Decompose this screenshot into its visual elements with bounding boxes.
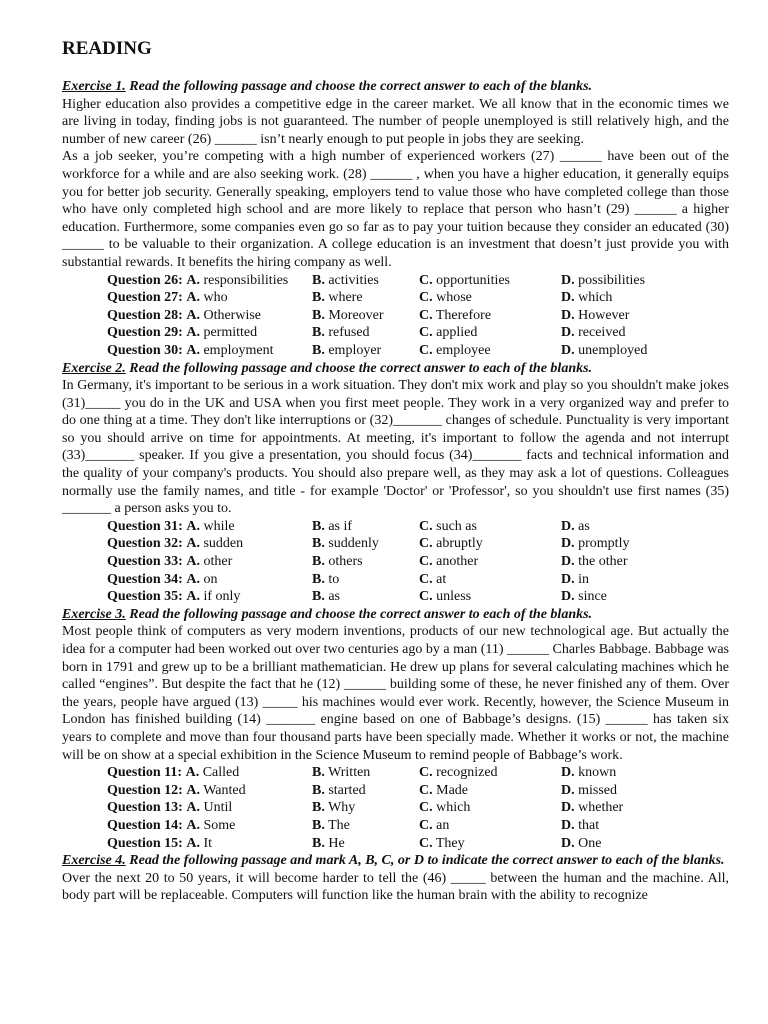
option-text: The bbox=[328, 817, 350, 833]
exercise-label: Exercise 3. bbox=[62, 606, 126, 622]
option-letter: D. bbox=[561, 835, 575, 851]
option-letter: A. bbox=[186, 518, 200, 534]
exercise-4 bbox=[62, 852, 729, 905]
option-text: Why bbox=[328, 800, 356, 816]
option-text: to bbox=[328, 571, 340, 587]
option-text: known bbox=[578, 765, 617, 781]
question-number: Question 29: bbox=[107, 325, 183, 341]
option-text: Wanted bbox=[203, 782, 246, 798]
exercise-heading bbox=[62, 78, 729, 96]
question-number: Question 35: bbox=[107, 589, 183, 605]
option-d bbox=[561, 289, 701, 307]
option-b bbox=[312, 835, 419, 853]
option-text: such as bbox=[436, 518, 477, 534]
option-b bbox=[312, 342, 419, 360]
question-row bbox=[107, 324, 729, 342]
option-letter: A. bbox=[186, 536, 200, 552]
option-text: sudden bbox=[203, 536, 244, 552]
option-d bbox=[561, 272, 701, 290]
option-text: possibilities bbox=[578, 272, 646, 288]
option-text: Made bbox=[436, 782, 469, 798]
option-text: who bbox=[203, 290, 228, 306]
question-number: Question 32: bbox=[107, 536, 183, 552]
option-a bbox=[107, 817, 312, 835]
option-text: Until bbox=[203, 800, 233, 816]
option-letter: D. bbox=[561, 571, 575, 587]
option-d bbox=[561, 817, 701, 835]
option-c bbox=[419, 553, 561, 571]
option-b bbox=[312, 272, 419, 290]
option-letter: A. bbox=[186, 342, 200, 358]
option-text: recognized bbox=[436, 765, 498, 781]
option-c bbox=[419, 535, 561, 553]
exercise-instruction: Read the following passage and choose the correct answer to each of the blanks. bbox=[129, 360, 593, 376]
option-letter: C. bbox=[419, 554, 433, 570]
option-letter: B. bbox=[312, 817, 325, 833]
question-row bbox=[107, 342, 729, 360]
option-letter: A. bbox=[186, 325, 200, 341]
option-letter: A. bbox=[186, 554, 200, 570]
option-letter: D. bbox=[561, 782, 575, 798]
option-letter: C. bbox=[419, 325, 433, 341]
question-number: Question 26: bbox=[107, 272, 183, 288]
passage-paragraph: Most people think of computers as very modern inventions, products of our new technological age. But actually the idea for a computer had been worked out over two centuries ago by a man (11) ______ Charles Babbage. Babbage was born in 1791 and grew up to be a brilliant mathematician. He drew up plans for several calculating machines which he called “engines”. But despite the fact that he (12) ______ building some of these, he never finished any of them. Over the years, people have argued (13) _____ his machines would ever work. Recently, however, the Science Museum in London has finished building (14) _______ engine based on one of Babbage’s designs. (15) ______ has taken six years to complete and move than four thousand parts have been specially made. Whether it works or not, the machine will be on show at a special exhibition in the Science Museum to remind people of Babbage’s work. bbox=[62, 624, 729, 763]
option-letter: B. bbox=[312, 765, 325, 781]
option-letter: B. bbox=[312, 536, 325, 552]
option-letter: C. bbox=[419, 571, 433, 587]
option-letter: A. bbox=[185, 765, 200, 781]
option-a bbox=[107, 518, 312, 536]
option-c bbox=[419, 289, 561, 307]
exercise-1 bbox=[62, 78, 729, 360]
question-number: Question 31: bbox=[107, 518, 183, 534]
option-letter: D. bbox=[561, 589, 575, 605]
question-row bbox=[107, 782, 729, 800]
question-number: Question 30: bbox=[107, 342, 183, 358]
option-letter: A. bbox=[186, 589, 200, 605]
option-letter: C. bbox=[419, 817, 433, 833]
option-d bbox=[561, 588, 701, 606]
exercise-3 bbox=[62, 606, 729, 852]
option-b bbox=[312, 307, 419, 325]
question-number: Question 13: bbox=[107, 800, 183, 816]
question-number: Question 11: bbox=[107, 765, 183, 781]
option-d bbox=[561, 518, 701, 536]
option-c bbox=[419, 324, 561, 342]
option-letter: A. bbox=[186, 290, 200, 306]
option-text: while bbox=[203, 518, 235, 534]
option-letter: C. bbox=[419, 272, 433, 288]
option-c bbox=[419, 782, 561, 800]
option-a bbox=[107, 835, 312, 853]
option-c bbox=[419, 588, 561, 606]
option-text: another bbox=[436, 554, 479, 570]
option-c bbox=[419, 307, 561, 325]
option-c bbox=[419, 272, 561, 290]
option-letter: D. bbox=[561, 536, 575, 552]
option-d bbox=[561, 307, 701, 325]
option-a bbox=[107, 588, 312, 606]
option-a bbox=[107, 289, 312, 307]
question-list bbox=[107, 518, 729, 606]
exercise-instruction: Read the following passage and choose the correct answer to each of the blanks. bbox=[129, 606, 593, 622]
option-text: missed bbox=[578, 782, 618, 798]
exercise-instruction: Read the following passage and mark A, B, C, or D to indicate the correct answer to each of the blanks. bbox=[129, 853, 725, 869]
question-row bbox=[107, 764, 729, 782]
option-letter: D. bbox=[561, 325, 575, 341]
option-letter: B. bbox=[312, 589, 325, 605]
exercise-label: Exercise 1. bbox=[62, 79, 126, 94]
option-letter: A. bbox=[186, 272, 200, 288]
passage-paragraph: As a job seeker, you’re competing with a high number of experienced workers (27) ______ have been out of the workforce for a while and are also seeking work. (28) ______ , when you have a higher education, it generally equips you for better job security. Generally speaking, employers tend to value those who have completed college than those who have only completed high school and are more likely to replace that person who hasn’t (29) ______ a higher education. Furthermore, some companies even go so far as to pay your tuition because they consider an educated (30) ______ to be valuable to their organization. A college education is an investment that doesn’t just provide you with substantial rewards. It benefits the hiring company as well. bbox=[62, 149, 729, 270]
option-d bbox=[561, 835, 701, 853]
option-text: an bbox=[436, 817, 450, 833]
option-text: Some bbox=[203, 817, 236, 833]
option-letter: D. bbox=[561, 518, 575, 534]
passage bbox=[62, 377, 729, 518]
passage bbox=[62, 623, 729, 764]
option-letter: B. bbox=[312, 272, 325, 288]
option-text: Otherwise bbox=[203, 307, 262, 323]
exercise-label: Exercise 2. bbox=[62, 360, 126, 376]
option-a bbox=[107, 535, 312, 553]
option-letter: D. bbox=[561, 800, 575, 816]
option-text: One bbox=[578, 835, 602, 851]
option-text: unless bbox=[436, 589, 472, 605]
option-b bbox=[312, 289, 419, 307]
question-row bbox=[107, 272, 729, 290]
option-text: activities bbox=[328, 272, 379, 288]
option-c bbox=[419, 817, 561, 835]
option-letter: A. bbox=[186, 782, 200, 798]
option-text: as bbox=[328, 589, 341, 605]
option-text: employment bbox=[203, 342, 274, 358]
option-text: It bbox=[203, 835, 213, 851]
option-text: opportunities bbox=[436, 272, 511, 288]
question-row bbox=[107, 799, 729, 817]
option-letter: C. bbox=[419, 518, 433, 534]
option-d bbox=[561, 535, 701, 553]
option-a bbox=[107, 553, 312, 571]
option-text: They bbox=[435, 835, 465, 851]
option-a bbox=[107, 571, 312, 589]
option-b bbox=[312, 817, 419, 835]
option-c bbox=[419, 835, 561, 853]
option-letter: D. bbox=[561, 554, 575, 570]
option-letter: B. bbox=[312, 307, 325, 323]
option-letter: A. bbox=[186, 571, 200, 587]
option-b bbox=[312, 324, 419, 342]
option-letter: A. bbox=[186, 817, 200, 833]
option-letter: C. bbox=[419, 536, 433, 552]
option-a bbox=[107, 307, 312, 325]
option-c bbox=[419, 342, 561, 360]
option-text: where bbox=[328, 290, 363, 306]
exercise-heading bbox=[62, 360, 729, 378]
option-letter: D. bbox=[561, 817, 575, 833]
question-number: Question 15: bbox=[107, 835, 183, 851]
question-row bbox=[107, 553, 729, 571]
option-letter: A. bbox=[186, 800, 200, 816]
question-number: Question 28: bbox=[107, 307, 183, 323]
page-title: READING bbox=[62, 38, 152, 59]
option-text: unemployed bbox=[578, 342, 648, 358]
option-text: promptly bbox=[578, 536, 630, 552]
option-text: refused bbox=[328, 325, 370, 341]
option-text: Called bbox=[202, 765, 240, 781]
option-a bbox=[107, 324, 312, 342]
question-number: Question 33: bbox=[107, 554, 183, 570]
question-row bbox=[107, 835, 729, 853]
question-row bbox=[107, 518, 729, 536]
option-letter: C. bbox=[419, 307, 433, 323]
option-d bbox=[561, 324, 701, 342]
option-text: suddenly bbox=[328, 536, 379, 552]
option-text: abruptly bbox=[436, 536, 483, 552]
option-a bbox=[107, 342, 312, 360]
option-text: which bbox=[578, 290, 613, 306]
option-letter: B. bbox=[312, 571, 325, 587]
option-text: whether bbox=[578, 800, 624, 816]
option-letter: C. bbox=[419, 782, 433, 798]
option-letter: B. bbox=[312, 782, 325, 798]
exercise-heading bbox=[62, 852, 729, 870]
option-d bbox=[561, 571, 701, 589]
option-text: since bbox=[578, 589, 607, 605]
option-text: the other bbox=[578, 554, 628, 570]
passage-paragraph: Over the next 20 to 50 years, it will become harder to tell the (46) _____ between the human and the machine. All, body part will be replaceable. Computers will function like the human brain with the ability to recognize bbox=[62, 870, 729, 904]
exercise-heading bbox=[62, 606, 729, 624]
exercise-2 bbox=[62, 360, 729, 606]
option-letter: D. bbox=[561, 307, 575, 323]
option-letter: B. bbox=[312, 342, 325, 358]
option-letter: B. bbox=[312, 800, 325, 816]
option-letter: D. bbox=[561, 290, 575, 306]
option-letter: B. bbox=[312, 554, 325, 570]
option-text: Therefore bbox=[435, 307, 492, 323]
passage bbox=[62, 870, 729, 905]
option-text: others bbox=[328, 554, 363, 570]
question-row bbox=[107, 817, 729, 835]
option-text: on bbox=[203, 571, 218, 587]
exercise-instruction: Read the following passage and choose the correct answer to each of the blanks. bbox=[129, 79, 593, 94]
question-row bbox=[107, 588, 729, 606]
option-c bbox=[419, 518, 561, 536]
option-text: However bbox=[578, 307, 630, 323]
option-b bbox=[312, 588, 419, 606]
worksheet-page bbox=[62, 38, 729, 905]
option-text: permitted bbox=[203, 325, 258, 341]
option-c bbox=[419, 799, 561, 817]
option-text: Moreover bbox=[328, 307, 384, 323]
question-row bbox=[107, 289, 729, 307]
option-d bbox=[561, 342, 701, 360]
passage bbox=[62, 96, 729, 272]
option-letter: D. bbox=[561, 765, 575, 781]
question-row bbox=[107, 307, 729, 325]
option-c bbox=[419, 571, 561, 589]
question-number: Question 27: bbox=[107, 290, 183, 306]
option-d bbox=[561, 764, 701, 782]
question-number: Question 34: bbox=[107, 571, 183, 587]
option-letter: C. bbox=[419, 765, 433, 781]
option-b bbox=[312, 535, 419, 553]
option-b bbox=[312, 518, 419, 536]
option-b bbox=[312, 782, 419, 800]
option-text: He bbox=[328, 835, 345, 851]
passage-paragraph: In Germany, it's important to be serious in a work situation. They don't mix work and play so you shouldn't make jokes (31)_____ you do in the UK and USA when you first meet people. They work in a very organized way and prefer to do one thing at a time. They don't like interruptions or (32)_______ changes of schedule. Punctuality is very important so you should arrive on time for appointments. At meeting, it's important to follow the agenda and not interrupt (33)_______ speaker. If you give a presentation, you should focus (34)_______ facts and technical information and the quality of your company's products. You should also prepare well, as they may ask a lot of questions. Colleagues normally use the family names, and title - for example 'Doctor' or 'Professor', so you shouldn't use first names (35) _______ a person asks you to. bbox=[62, 378, 729, 517]
option-letter: B. bbox=[312, 835, 325, 851]
passage-paragraph: Higher education also provides a competitive edge in the career market. We all know that in the economic times we are living in today, finding jobs is not guaranteed. The number of people unemployed is still relatively high, and the number of new career (26) ______ isn’t nearly enough to put people in jobs they are seeking. bbox=[62, 96, 729, 147]
question-row bbox=[107, 571, 729, 589]
option-text: that bbox=[578, 817, 600, 833]
option-letter: B. bbox=[312, 290, 325, 306]
option-letter: D. bbox=[561, 272, 575, 288]
option-text: applied bbox=[436, 325, 478, 341]
option-text: employer bbox=[328, 342, 382, 358]
option-b bbox=[312, 553, 419, 571]
option-text: whose bbox=[436, 290, 472, 306]
option-text: as if bbox=[328, 518, 353, 534]
option-text: if only bbox=[203, 589, 241, 605]
option-d bbox=[561, 782, 701, 800]
question-list bbox=[107, 272, 729, 360]
option-letter: C. bbox=[419, 835, 433, 851]
option-a bbox=[107, 272, 312, 290]
option-letter: A. bbox=[186, 835, 200, 851]
option-text: which bbox=[436, 800, 471, 816]
option-d bbox=[561, 799, 701, 817]
option-letter: B. bbox=[312, 518, 325, 534]
option-a bbox=[107, 782, 312, 800]
option-a bbox=[107, 799, 312, 817]
option-letter: C. bbox=[419, 290, 433, 306]
question-number: Question 12: bbox=[107, 782, 183, 798]
option-text: responsibilities bbox=[203, 272, 289, 288]
option-letter: A. bbox=[186, 307, 200, 323]
option-letter: B. bbox=[312, 325, 325, 341]
option-letter: C. bbox=[419, 342, 433, 358]
option-text: received bbox=[578, 325, 626, 341]
option-d bbox=[561, 553, 701, 571]
option-letter: C. bbox=[419, 589, 433, 605]
option-text: other bbox=[203, 554, 233, 570]
option-letter: C. bbox=[419, 800, 433, 816]
exercise-list bbox=[62, 78, 729, 905]
option-text: at bbox=[436, 571, 447, 587]
option-text: as bbox=[578, 518, 590, 534]
option-b bbox=[312, 799, 419, 817]
option-text: employee bbox=[436, 342, 491, 358]
option-text: in bbox=[578, 571, 590, 587]
option-b bbox=[312, 571, 419, 589]
question-number: Question 14: bbox=[107, 817, 183, 833]
exercise-label: Exercise 4. bbox=[62, 853, 126, 869]
option-a bbox=[107, 764, 312, 782]
option-letter: D. bbox=[561, 342, 575, 358]
option-text: started bbox=[328, 782, 366, 798]
question-row bbox=[107, 535, 729, 553]
option-text: Written bbox=[328, 765, 371, 781]
option-b bbox=[312, 764, 419, 782]
option-c bbox=[419, 764, 561, 782]
question-list bbox=[107, 764, 729, 852]
